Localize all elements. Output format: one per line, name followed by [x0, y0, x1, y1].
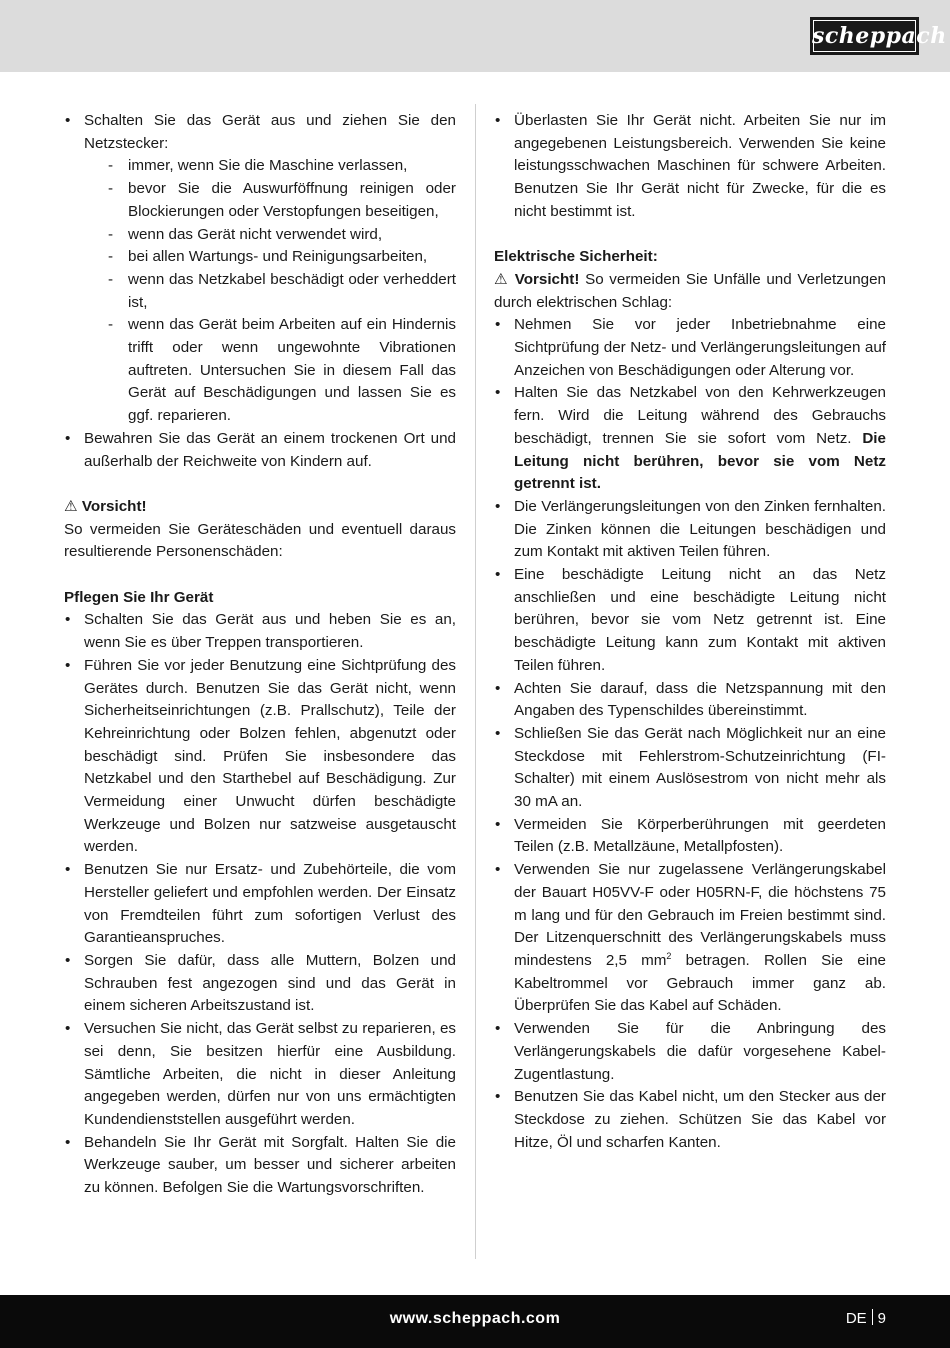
list-item: • Nehmen Sie vor jeder Inbetriebnahme eine Sichtprüfung der Netz- und Verlängerungsleitungen auf Anzeichen von Beschädigungen oder Alterung vor. — [494, 314, 886, 382]
list-item: • Benutzen Sie nur Ersatz- und Zubehörteile, die vom Hersteller geliefert und empfohlen werden. Der Einsatz von Fremdteilen führt zum sofortigen Verlust des Garantieanspruches. — [64, 859, 456, 950]
list-item: • Schließen Sie das Gerät nach Möglichkeit nur an eine Steckdose mit Fehlerstrom-Schutzeinrichtung (FI-Schalter) mit einem Auslösestrom von nicht mehr als 30 mA an. — [494, 723, 886, 814]
list-item: • Halten Sie das Netzkabel von den Kehrwerkzeugen fern. Wird die Leitung während des Gebrauchs beschädigt, trennen Sie sie sofort vom Netz. Die Leitung nicht berühren, bevor sie vom Netz getrennt ist. — [494, 382, 886, 496]
warning-heading: ⚠ Vorsicht! — [64, 497, 147, 515]
brand-logo: scheppach — [810, 17, 919, 55]
warning-text: ⚠ Vorsicht! So vermeiden Sie Unfälle und Verletzungen durch elektrischen Schlag: — [494, 270, 886, 311]
list-item: • Vermeiden Sie Körperberührungen mit geerdeten Teilen (z.B. Metallzäune, Metallpfosten). — [494, 814, 886, 859]
section-heading: Pflegen Sie Ihr Gerät — [64, 588, 214, 606]
page-number: DE 9 — [845, 1310, 886, 1327]
dash-list — [84, 155, 456, 427]
list-item: • Schalten Sie das Gerät aus und heben Sie es an, wenn Sie es über Treppen transportieren. — [64, 609, 456, 654]
list-item: • Versuchen Sie nicht, das Gerät selbst zu reparieren, es sei denn, Sie besitzen hierfür eine Ausbildung. Sämtliche Arbeiten, die nicht in dieser Anleitung angegeben werden, dürfen nur von uns ermächtigten Kundendienststellen ausgeführt werden. — [64, 1018, 456, 1132]
dash-item: - wenn das Gerät nicht verwendet wird, — [84, 224, 456, 247]
list-item: • Führen Sie vor jeder Benutzung eine Sichtprüfung des Gerätes durch. Benutzen Sie das Gerät nicht, wenn Sicherheitseinrichtungen (z.B. Prallschutz), Teile der Kehreinrichtung oder Bolzen fehlen, abgenutzt oder beschädigt sind. Prüfen Sie insbesondere das Netzkabel und den Starthebel auf Beschädigung. Zur Vermeidung einer Unwucht dürfen beschädigte Werkzeuge und Bolzen nur satzweise ausgetauscht werden. — [64, 655, 456, 859]
list-item: • Bewahren Sie das Gerät an einem trockenen Ort und außerhalb der Reichweite von Kindern auf. — [64, 428, 456, 473]
bullet-list — [494, 110, 886, 224]
list-item: • Achten Sie darauf, dass die Netzspannung mit den Angaben des Typenschildes übereinstimmt. — [494, 678, 886, 723]
bullet-list — [64, 609, 456, 1199]
list-item: • Sorgen Sie dafür, dass alle Muttern, Bolzen und Schrauben fest angezogen sind und das Gerät in einem sicheren Arbeitszustand ist. — [64, 950, 456, 1018]
website-link[interactable]: www.scheppach.com — [389, 1310, 561, 1327]
left-column — [64, 110, 456, 1200]
bullet-list — [494, 314, 886, 1154]
column-divider — [475, 104, 476, 1259]
list-item: • Verwenden Sie nur zugelassene Verlängerungskabel der Bauart H05VV-F oder H05RN-F, die höchstens 75 m lang und für den Gebrauch im Freien bestimmt sind. Der Litzenquerschnitt des Verlängerungskabels muss mindestens 2,5 $mm^2$ betragen. Rollen Sie eine Kabeltrommel vor Gebrauch immer ganz ab. Überprüfen Sie das Kabel auf Schäden. — [494, 859, 886, 1018]
dash-item: - bevor Sie die Auswurföffnung reinigen oder Blockierungen oder Verstopfungen beseitigen, — [84, 178, 456, 223]
page-footer — [0, 1295, 950, 1348]
list-item: • Schalten Sie das Gerät aus und ziehen Sie den Netzstecker: - immer, wenn Sie die Maschine verlassen, - bevor Sie die Auswurföffnung reinigen oder Blockierungen oder Verstopfungen beseitigen, - wenn das Gerät nicht verwendet wird, - bei allen Wartungs- und Reinigungsarbeiten, - wenn das Netzkabel beschädigt oder verheddert ist, - wenn das Gerät beim Arbeiten auf ein Hindernis trifft oder wenn ungewohnte Vibrationen auftreten. Untersuchen Sie in diesem Fall das Gerät auf Beschädigungen und lassen Sie es ggf. reparieren. — [64, 110, 456, 428]
dash-item: - wenn das Gerät beim Arbeiten auf ein Hindernis trifft oder wenn ungewohnte Vibrationen auftreten. Untersuchen Sie in diesem Fall das Gerät auf Beschädigungen und lassen Sie es ggf. reparieren. — [84, 314, 456, 428]
list-item: • Die Verlängerungsleitungen von den Zinken fernhalten. Die Zinken können die Leitungen beschädigen und zum Kontakt mit aktiven Teilen führen. — [494, 496, 886, 564]
warning-icon: ⚠ — [64, 497, 78, 515]
warning-text: So vermeiden Sie Geräteschäden und eventuell daraus resultierende Personenschäden: — [64, 520, 456, 561]
right-column — [494, 110, 886, 1154]
page-header — [0, 0, 950, 72]
list-item: • Benutzen Sie das Kabel nicht, um den Stecker aus der Steckdose zu ziehen. Schützen Sie das Kabel vor Hitze, Öl und scharfen Kanten. — [494, 1086, 886, 1154]
list-item: • Behandeln Sie Ihr Gerät mit Sorgfalt. Halten Sie die Werkzeuge sauber, um besser und sicherer arbeiten zu können. Befolgen Sie die Wartungsvorschriften. — [64, 1132, 456, 1200]
dash-item: - bei allen Wartungs- und Reinigungsarbeiten, — [84, 246, 456, 269]
dash-item: - immer, wenn Sie die Maschine verlassen, — [84, 155, 456, 178]
section-heading: Elektrische Sicherheit: — [494, 248, 658, 266]
warning-icon: ⚠ — [494, 270, 510, 288]
list-item: • Überlasten Sie Ihr Gerät nicht. Arbeiten Sie nur im angegebenen Leistungsbereich. Verwenden Sie keine leistungsschwachen Maschinen für schwere Arbeiten. Benutzen Sie Ihr Gerät nicht für Zwecke, für die es nicht bestimmt ist. — [494, 110, 886, 224]
dash-item: - wenn das Netzkabel beschädigt oder verheddert ist, — [84, 269, 456, 314]
list-item: • Verwenden Sie für die Anbringung des Verlängerungskabels die dafür vorgesehene Kabel-Zugentlastung. — [494, 1018, 886, 1086]
list-item: • Eine beschädigte Leitung nicht an das Netz anschließen und eine beschädigte Leitung nicht berühren, bevor sie vom Netz getrennt ist. Eine beschädigte Leitung kann zum Kontakt mit aktiven Teilen führen. — [494, 564, 886, 678]
bullet-list — [64, 110, 456, 473]
